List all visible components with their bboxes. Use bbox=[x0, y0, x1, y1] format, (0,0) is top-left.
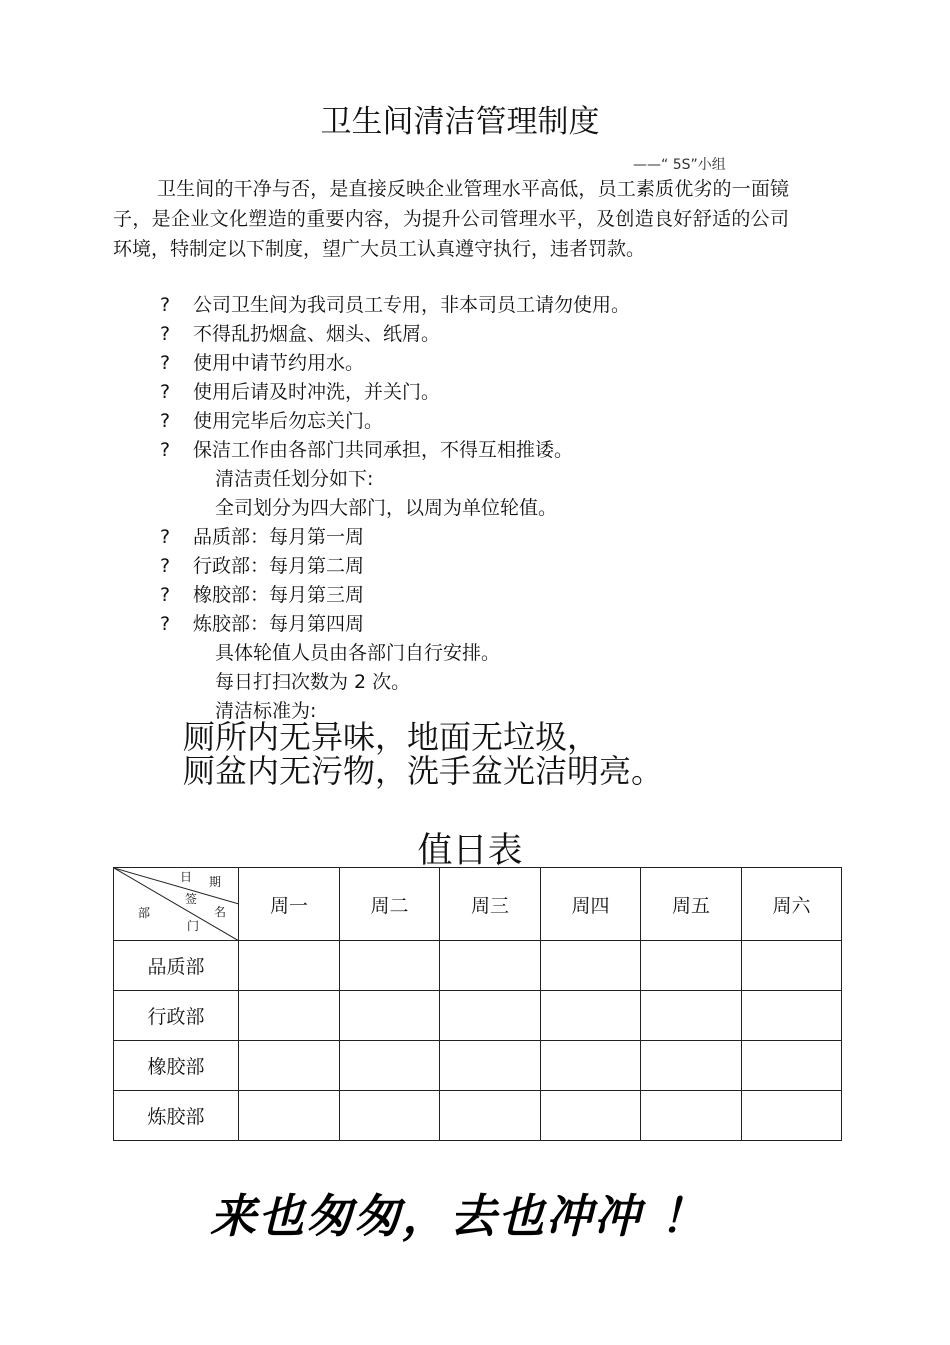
signature-cell[interactable] bbox=[541, 941, 641, 991]
signature-cell[interactable] bbox=[440, 1041, 541, 1091]
signature-cell[interactable] bbox=[641, 991, 742, 1041]
rule-item: 使用中请节约用水。 bbox=[193, 352, 365, 374]
rule-item: 不得乱扔烟盒、烟头、纸屑。 bbox=[193, 323, 441, 345]
header-cell-day: 周三 bbox=[440, 868, 541, 941]
bullet-marker: ? bbox=[160, 526, 171, 548]
bullet-marker: ? bbox=[160, 410, 171, 432]
header-cell-day: 周四 bbox=[541, 868, 641, 941]
intro-paragraph: 卫生间的干净与否，是直接反映企业管理水平高低，员工素质优劣的一面镜子，是企业文化塑造的重要内容，为提升公司管理水平，及创造良好舒适的公司环境，特制定以下制度，望广大员工认真遵守执行，违者罚款。 bbox=[113, 178, 789, 260]
header-cell-day: 周五 bbox=[641, 868, 742, 941]
department-cell: 炼胶部 bbox=[114, 1091, 239, 1141]
note-item: 每日打扫次数为 2 次。 bbox=[215, 671, 411, 693]
signature-cell[interactable] bbox=[541, 1091, 641, 1141]
corner-header-cell bbox=[114, 868, 239, 941]
table-row bbox=[114, 1041, 842, 1091]
bullet-marker: ? bbox=[160, 613, 171, 635]
rule-item: 保洁工作由各部门共同承担，不得互相推诿。 bbox=[193, 439, 574, 461]
rule-item: 使用完毕后勿忘关门。 bbox=[193, 410, 384, 432]
bullet-marker: ? bbox=[160, 323, 171, 345]
bullet-marker: ? bbox=[160, 381, 171, 403]
signature-cell[interactable] bbox=[541, 991, 641, 1041]
signature-cell[interactable] bbox=[742, 941, 842, 991]
signature-cell[interactable] bbox=[742, 1041, 842, 1091]
signature-cell[interactable] bbox=[641, 941, 742, 991]
slogan: 来也匆匆，去也冲冲 ！ bbox=[210, 1189, 709, 1243]
corner-label-sign: 签 bbox=[185, 892, 198, 906]
table-row bbox=[114, 991, 842, 1041]
signature-cell[interactable] bbox=[239, 941, 340, 991]
signature-cell[interactable] bbox=[340, 991, 440, 1041]
bullet-marker: ? bbox=[160, 352, 171, 374]
signature-cell[interactable] bbox=[541, 1041, 641, 1091]
table-header-row bbox=[114, 868, 842, 941]
header-cell-day: 周六 bbox=[742, 868, 842, 941]
note-item: 具体轮值人员由各部门自行安排。 bbox=[215, 642, 501, 664]
cleaning-standard-line: 厕所内无异味，地面无垃圾， bbox=[183, 718, 600, 756]
signature-cell[interactable] bbox=[340, 941, 440, 991]
bullet-marker: ? bbox=[160, 439, 171, 461]
duty-description: 全司划分为四大部门，以周为单位轮值。 bbox=[215, 497, 558, 519]
corner-label-sign: 名 bbox=[214, 905, 227, 919]
corner-label-date: 期 bbox=[209, 875, 222, 889]
signature-cell[interactable] bbox=[440, 1091, 541, 1141]
signature-cell[interactable] bbox=[440, 941, 541, 991]
document-title: 卫生间清洁管理制度 bbox=[320, 104, 600, 140]
signature-cell[interactable] bbox=[742, 1091, 842, 1141]
corner-label-dept: 部 bbox=[138, 906, 151, 920]
duty-roster-table bbox=[113, 867, 842, 1141]
author-signature: ——“ 5S”小组 bbox=[633, 157, 726, 173]
bullet-marker: ? bbox=[160, 584, 171, 606]
table-title: 值日表 bbox=[417, 831, 523, 871]
rule-item: 公司卫生间为我司员工专用，非本司员工请勿使用。 bbox=[193, 294, 631, 316]
header-cell-day: 周一 bbox=[239, 868, 340, 941]
table-row bbox=[114, 1091, 842, 1141]
schedule-item: 橡胶部：每月第三周 bbox=[193, 584, 365, 606]
corner-label-date: 日 bbox=[180, 870, 193, 884]
signature-cell[interactable] bbox=[340, 1091, 440, 1141]
rule-item: 使用后请及时冲洗，并关门。 bbox=[193, 381, 441, 403]
bullet-marker: ? bbox=[160, 555, 171, 577]
header-cell-day: 周二 bbox=[340, 868, 440, 941]
signature-cell[interactable] bbox=[641, 1041, 742, 1091]
duty-heading: 清洁责任划分如下: bbox=[215, 468, 374, 490]
schedule-item: 炼胶部：每月第四周 bbox=[193, 613, 365, 635]
corner-label-dept: 门 bbox=[187, 919, 200, 933]
standard-heading: 清洁标准为: bbox=[215, 700, 317, 722]
schedule-item: 品质部：每月第一周 bbox=[193, 526, 365, 548]
signature-cell[interactable] bbox=[340, 1041, 440, 1091]
department-cell: 品质部 bbox=[114, 941, 239, 991]
table-row bbox=[114, 941, 842, 991]
cleaning-standard-line: 厕盆内无污物，洗手盆光洁明亮。 bbox=[183, 752, 664, 790]
signature-cell[interactable] bbox=[641, 1091, 742, 1141]
signature-cell[interactable] bbox=[239, 991, 340, 1041]
department-cell: 橡胶部 bbox=[114, 1041, 239, 1091]
signature-cell[interactable] bbox=[440, 991, 541, 1041]
bullet-marker: ? bbox=[160, 294, 171, 316]
department-cell: 行政部 bbox=[114, 991, 239, 1041]
signature-cell[interactable] bbox=[239, 1091, 340, 1141]
signature-cell[interactable] bbox=[239, 1041, 340, 1091]
schedule-item: 行政部：每月第二周 bbox=[193, 555, 365, 577]
signature-cell[interactable] bbox=[742, 991, 842, 1041]
